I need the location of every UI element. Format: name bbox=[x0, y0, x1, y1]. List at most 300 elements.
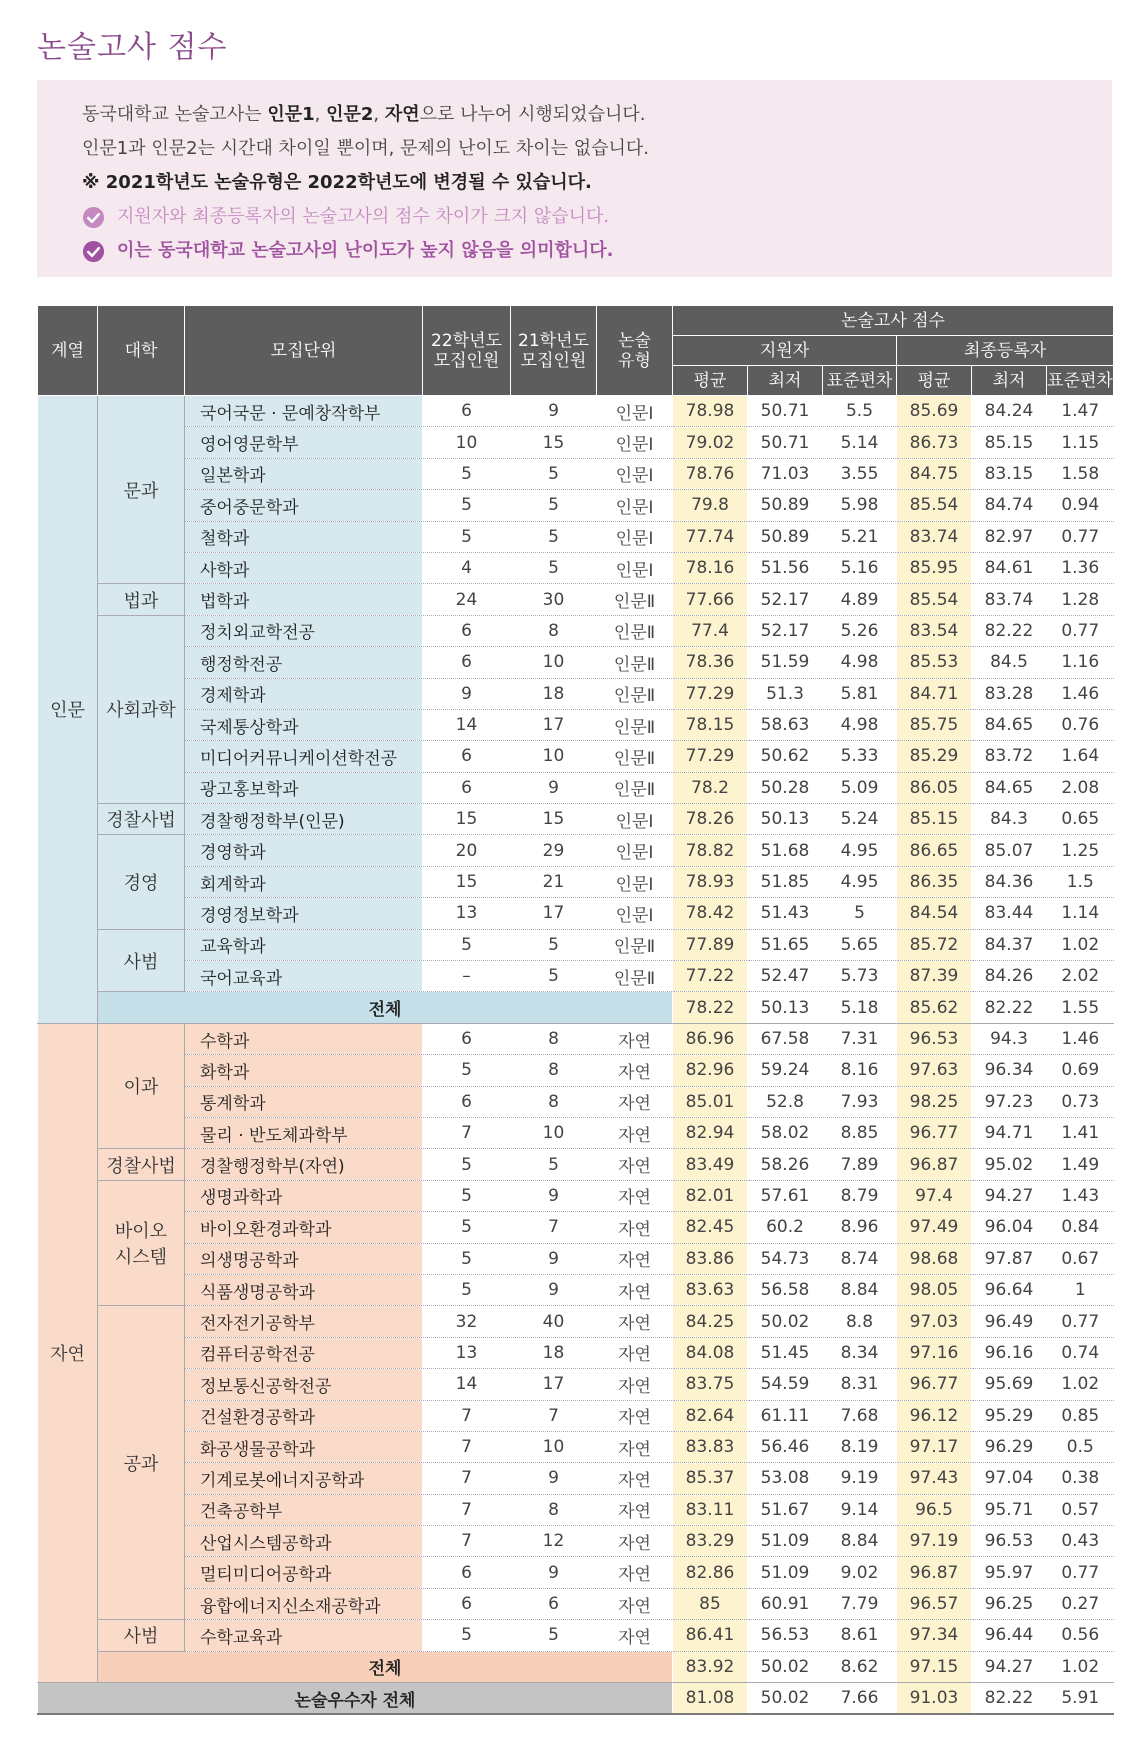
score-r-avg-cell: 83.54 bbox=[897, 615, 972, 646]
total-r-avg: 91.03 bbox=[897, 1683, 972, 1715]
unit-cell: 통계학과 bbox=[185, 1086, 423, 1117]
college-cell: 경찰사법 bbox=[98, 804, 185, 835]
quota-q21-cell: 5 bbox=[511, 961, 597, 992]
score-r-min-cell: 97.23 bbox=[972, 1086, 1047, 1117]
score-r-sd-cell: 1.43 bbox=[1047, 1180, 1114, 1211]
type-cell: 자연 bbox=[597, 1431, 673, 1462]
table-row bbox=[38, 1117, 1114, 1148]
score-a-avg-cell: 79.8 bbox=[673, 490, 748, 521]
score-a-avg-cell: 82.94 bbox=[673, 1117, 748, 1148]
quota-q21-cell: 5 bbox=[511, 552, 597, 583]
score-a-min-cell: 60.91 bbox=[748, 1588, 823, 1619]
score-a-min-cell: 50.71 bbox=[748, 427, 823, 458]
score-a-avg-cell: 78.98 bbox=[673, 396, 748, 427]
unit-cell: 의생명공학과 bbox=[185, 1243, 423, 1274]
type-cell: 인문Ⅱ bbox=[597, 678, 673, 709]
type-cell: 인문Ⅱ bbox=[597, 584, 673, 615]
score-r-sd-cell: 0.77 bbox=[1047, 615, 1114, 646]
unit-cell: 국어국문 · 문예창작학부 bbox=[185, 396, 423, 427]
unit-cell: 교육학과 bbox=[185, 929, 423, 960]
score-r-sd-cell: 0.77 bbox=[1047, 1557, 1114, 1588]
quota-q22-cell: 6 bbox=[423, 1557, 511, 1588]
quota-q21-cell: 30 bbox=[511, 584, 597, 615]
subtotal-a-min: 50.02 bbox=[748, 1651, 823, 1682]
score-a-min-cell: 50.89 bbox=[748, 521, 823, 552]
score-r-avg-cell: 97.03 bbox=[897, 1306, 972, 1337]
quota-q22-cell: 6 bbox=[423, 1588, 511, 1619]
unit-cell: 건축공학부 bbox=[185, 1494, 423, 1525]
quota-q22-cell: 15 bbox=[423, 866, 511, 897]
quota-q22-cell: 5 bbox=[423, 1055, 511, 1086]
type-cell: 자연 bbox=[597, 1055, 673, 1086]
table-row bbox=[38, 1055, 1114, 1086]
table-row bbox=[38, 521, 1114, 552]
quota-q21-cell: 8 bbox=[511, 1086, 597, 1117]
score-r-avg-cell: 86.73 bbox=[897, 427, 972, 458]
quota-q22-cell: 15 bbox=[423, 804, 511, 835]
score-a-sd-cell: 4.89 bbox=[823, 584, 897, 615]
type-cell: 인문Ⅰ bbox=[597, 396, 673, 427]
unit-cell: 화학과 bbox=[185, 1055, 423, 1086]
score-r-avg-cell: 97.63 bbox=[897, 1055, 972, 1086]
type-cell: 인문Ⅱ bbox=[597, 741, 673, 772]
type-cell: 인문Ⅱ bbox=[597, 772, 673, 803]
score-r-min-cell: 96.64 bbox=[972, 1274, 1047, 1305]
subtotal-r-min: 82.22 bbox=[972, 992, 1047, 1023]
score-a-sd-cell: 8.34 bbox=[823, 1337, 897, 1368]
unit-cell: 경제학과 bbox=[185, 678, 423, 709]
score-r-avg-cell: 97.4 bbox=[897, 1180, 972, 1211]
score-r-min-cell: 83.44 bbox=[972, 898, 1047, 929]
score-a-sd-cell: 5.16 bbox=[823, 552, 897, 583]
unit-cell: 사학과 bbox=[185, 552, 423, 583]
score-a-min-cell: 58.02 bbox=[748, 1117, 823, 1148]
score-r-sd-cell: 0.94 bbox=[1047, 490, 1114, 521]
table-row bbox=[38, 1274, 1114, 1305]
college-cell: 법과 bbox=[98, 584, 185, 615]
score-r-sd-cell: 1.64 bbox=[1047, 741, 1114, 772]
unit-cell: 경영정보학과 bbox=[185, 898, 423, 929]
quota-q22-cell: 7 bbox=[423, 1431, 511, 1462]
score-a-sd-cell: 8.16 bbox=[823, 1055, 897, 1086]
quota-q21-cell: 9 bbox=[511, 1463, 597, 1494]
score-r-avg-cell: 98.25 bbox=[897, 1086, 972, 1117]
score-r-avg-cell: 96.57 bbox=[897, 1588, 972, 1619]
score-r-avg-cell: 97.43 bbox=[897, 1463, 972, 1494]
quota-q21-cell: 9 bbox=[511, 1180, 597, 1211]
score-a-min-cell: 51.09 bbox=[748, 1557, 823, 1588]
score-r-min-cell: 85.07 bbox=[972, 835, 1047, 866]
notice-check-2: 이는 동국대학교 논술고사의 난이도가 높지 않음을 의미합니다. bbox=[82, 234, 1112, 268]
table-row bbox=[38, 709, 1114, 740]
score-a-min-cell: 51.56 bbox=[748, 552, 823, 583]
quota-q22-cell: 6 bbox=[423, 741, 511, 772]
score-a-min-cell: 57.61 bbox=[748, 1180, 823, 1211]
quota-q22-cell: 7 bbox=[423, 1494, 511, 1525]
score-table bbox=[37, 305, 1114, 1715]
score-a-sd-cell: 5 bbox=[823, 898, 897, 929]
score-a-avg-cell: 78.2 bbox=[673, 772, 748, 803]
quota-q22-cell: 14 bbox=[423, 709, 511, 740]
score-r-sd-cell: 1.36 bbox=[1047, 552, 1114, 583]
type-cell: 인문Ⅰ bbox=[597, 490, 673, 521]
score-a-avg-cell: 84.08 bbox=[673, 1337, 748, 1368]
score-r-sd-cell: 1.25 bbox=[1047, 835, 1114, 866]
unit-cell: 화공생물공학과 bbox=[185, 1431, 423, 1462]
score-a-sd-cell: 4.98 bbox=[823, 709, 897, 740]
score-a-avg-cell: 77.74 bbox=[673, 521, 748, 552]
quota-q21-cell: 15 bbox=[511, 427, 597, 458]
type-cell: 인문Ⅱ bbox=[597, 647, 673, 678]
score-a-avg-cell: 78.16 bbox=[673, 552, 748, 583]
table-row bbox=[38, 835, 1114, 866]
score-r-sd-cell: 0.76 bbox=[1047, 709, 1114, 740]
quota-q22-cell: – bbox=[423, 961, 511, 992]
header-type: 논술 유형 bbox=[597, 306, 673, 396]
score-r-avg-cell: 98.05 bbox=[897, 1274, 972, 1305]
quota-q22-cell: 4 bbox=[423, 552, 511, 583]
score-a-avg-cell: 83.49 bbox=[673, 1149, 748, 1180]
score-a-min-cell: 61.11 bbox=[748, 1400, 823, 1431]
unit-cell: 기계로봇에너지공학과 bbox=[185, 1463, 423, 1494]
score-r-min-cell: 83.74 bbox=[972, 584, 1047, 615]
type-cell: 인문Ⅱ bbox=[597, 709, 673, 740]
quota-q21-cell: 17 bbox=[511, 709, 597, 740]
unit-cell: 산업시스템공학과 bbox=[185, 1526, 423, 1557]
notice-line-1: 동국대학교 논술고사는 인문1, 인문2, 자연으로 나누어 시행되었습니다. bbox=[82, 104, 646, 125]
type-cell: 인문Ⅱ bbox=[597, 961, 673, 992]
unit-cell: 물리 · 반도체과학부 bbox=[185, 1117, 423, 1148]
notice-warning: ※ 2021학년도 논술유형은 2022학년도에 변경될 수 있습니다. bbox=[82, 172, 592, 193]
quota-q21-cell: 29 bbox=[511, 835, 597, 866]
quota-q22-cell: 5 bbox=[423, 929, 511, 960]
score-r-avg-cell: 87.39 bbox=[897, 961, 972, 992]
score-a-min-cell: 52.47 bbox=[748, 961, 823, 992]
table-row bbox=[38, 396, 1114, 427]
score-a-sd-cell: 9.02 bbox=[823, 1557, 897, 1588]
unit-cell: 전자전기공학부 bbox=[185, 1306, 423, 1337]
type-cell: 인문Ⅰ bbox=[597, 804, 673, 835]
subtotal-a-sd: 8.62 bbox=[823, 1651, 897, 1682]
type-cell: 자연 bbox=[597, 1117, 673, 1148]
quota-q21-cell: 8 bbox=[511, 1023, 597, 1054]
header-registered-min: 최저 bbox=[972, 366, 1047, 396]
score-a-sd-cell: 5.5 bbox=[823, 396, 897, 427]
unit-cell: 일본학과 bbox=[185, 458, 423, 489]
quota-q21-cell: 10 bbox=[511, 741, 597, 772]
score-r-min-cell: 96.04 bbox=[972, 1212, 1047, 1243]
score-r-min-cell: 95.02 bbox=[972, 1149, 1047, 1180]
score-r-avg-cell: 96.87 bbox=[897, 1149, 972, 1180]
notice-check-1: 지원자와 최종등록자의 논술고사의 점수 차이가 크지 않습니다. bbox=[82, 200, 1112, 234]
score-r-min-cell: 95.69 bbox=[972, 1369, 1047, 1400]
type-cell: 자연 bbox=[597, 1306, 673, 1337]
quota-q22-cell: 5 bbox=[423, 1180, 511, 1211]
score-a-min-cell: 50.71 bbox=[748, 396, 823, 427]
subtotal-row bbox=[38, 992, 1114, 1023]
score-a-min-cell: 51.09 bbox=[748, 1526, 823, 1557]
notice-box bbox=[37, 80, 1112, 277]
notice-type-humanities-2: 인문2 bbox=[326, 104, 374, 125]
table-row bbox=[38, 1494, 1114, 1525]
score-a-sd-cell: 8.61 bbox=[823, 1620, 897, 1651]
score-r-min-cell: 96.16 bbox=[972, 1337, 1047, 1368]
score-r-sd-cell: 0.27 bbox=[1047, 1588, 1114, 1619]
score-a-sd-cell: 8.19 bbox=[823, 1431, 897, 1462]
score-r-min-cell: 83.72 bbox=[972, 741, 1047, 772]
total-a-min: 50.02 bbox=[748, 1683, 823, 1715]
header-group: 계열 bbox=[38, 306, 98, 396]
score-a-min-cell: 52.17 bbox=[748, 584, 823, 615]
quota-q21-cell: 17 bbox=[511, 898, 597, 929]
score-r-sd-cell: 2.02 bbox=[1047, 961, 1114, 992]
score-a-avg-cell: 82.64 bbox=[673, 1400, 748, 1431]
score-a-sd-cell: 8.96 bbox=[823, 1212, 897, 1243]
notice-line-2: 인문1과 인문2는 시간대 차이일 뿐이며, 문제의 난이도 차이는 없습니다. bbox=[82, 138, 649, 159]
unit-cell: 중어중문학과 bbox=[185, 490, 423, 521]
unit-cell: 건설환경공학과 bbox=[185, 1400, 423, 1431]
score-a-avg-cell: 79.02 bbox=[673, 427, 748, 458]
score-a-min-cell: 71.03 bbox=[748, 458, 823, 489]
table-row bbox=[38, 1588, 1114, 1619]
quota-q21-cell: 9 bbox=[511, 772, 597, 803]
score-r-sd-cell: 0.43 bbox=[1047, 1526, 1114, 1557]
score-r-min-cell: 83.28 bbox=[972, 678, 1047, 709]
score-a-min-cell: 58.63 bbox=[748, 709, 823, 740]
score-r-sd-cell: 1 bbox=[1047, 1274, 1114, 1305]
score-r-avg-cell: 86.35 bbox=[897, 866, 972, 897]
score-r-min-cell: 94.3 bbox=[972, 1023, 1047, 1054]
quota-q22-cell: 7 bbox=[423, 1463, 511, 1494]
table-row bbox=[38, 615, 1114, 646]
score-a-sd-cell: 8.79 bbox=[823, 1180, 897, 1211]
subtotal-a-min: 50.13 bbox=[748, 992, 823, 1023]
score-r-sd-cell: 1.58 bbox=[1047, 458, 1114, 489]
unit-cell: 융합에너지신소재공학과 bbox=[185, 1588, 423, 1619]
score-a-avg-cell: 78.76 bbox=[673, 458, 748, 489]
score-r-min-cell: 84.61 bbox=[972, 552, 1047, 583]
quota-q22-cell: 5 bbox=[423, 458, 511, 489]
quota-q22-cell: 6 bbox=[423, 647, 511, 678]
score-a-sd-cell: 8.31 bbox=[823, 1369, 897, 1400]
score-a-min-cell: 50.89 bbox=[748, 490, 823, 521]
score-r-avg-cell: 96.77 bbox=[897, 1369, 972, 1400]
score-r-avg-cell: 85.95 bbox=[897, 552, 972, 583]
unit-cell: 영어영문학부 bbox=[185, 427, 423, 458]
score-r-sd-cell: 0.84 bbox=[1047, 1212, 1114, 1243]
quota-q22-cell: 5 bbox=[423, 1243, 511, 1274]
score-a-sd-cell: 5.26 bbox=[823, 615, 897, 646]
college-cell: 공과 bbox=[98, 1306, 185, 1620]
table-row bbox=[38, 866, 1114, 897]
table-row bbox=[38, 584, 1114, 615]
type-cell: 자연 bbox=[597, 1212, 673, 1243]
score-r-min-cell: 84.65 bbox=[972, 772, 1047, 803]
score-a-avg-cell: 78.15 bbox=[673, 709, 748, 740]
table-row bbox=[38, 1212, 1114, 1243]
quota-q21-cell: 9 bbox=[511, 1243, 597, 1274]
quota-q22-cell: 7 bbox=[423, 1400, 511, 1431]
unit-cell: 컴퓨터공학전공 bbox=[185, 1337, 423, 1368]
score-r-sd-cell: 1.47 bbox=[1047, 396, 1114, 427]
score-a-sd-cell: 7.31 bbox=[823, 1023, 897, 1054]
score-r-min-cell: 96.44 bbox=[972, 1620, 1047, 1651]
score-a-avg-cell: 83.29 bbox=[673, 1526, 748, 1557]
type-cell: 자연 bbox=[597, 1337, 673, 1368]
score-a-min-cell: 50.13 bbox=[748, 804, 823, 835]
score-r-min-cell: 83.15 bbox=[972, 458, 1047, 489]
unit-cell: 국제통상학과 bbox=[185, 709, 423, 740]
quota-q21-cell: 10 bbox=[511, 1117, 597, 1148]
table-row bbox=[38, 1431, 1114, 1462]
score-r-min-cell: 97.87 bbox=[972, 1243, 1047, 1274]
score-a-min-cell: 51.85 bbox=[748, 866, 823, 897]
subtotal-a-sd: 5.18 bbox=[823, 992, 897, 1023]
score-a-sd-cell: 5.98 bbox=[823, 490, 897, 521]
score-r-sd-cell: 1.41 bbox=[1047, 1117, 1114, 1148]
table-row bbox=[38, 1243, 1114, 1274]
score-a-sd-cell: 5.65 bbox=[823, 929, 897, 960]
score-r-sd-cell: 1.15 bbox=[1047, 427, 1114, 458]
unit-cell: 식품생명공학과 bbox=[185, 1274, 423, 1305]
score-r-sd-cell: 0.56 bbox=[1047, 1620, 1114, 1651]
type-cell: 자연 bbox=[597, 1180, 673, 1211]
quota-q22-cell: 5 bbox=[423, 1212, 511, 1243]
score-a-sd-cell: 7.79 bbox=[823, 1588, 897, 1619]
quota-q21-cell: 9 bbox=[511, 1274, 597, 1305]
score-a-avg-cell: 77.29 bbox=[673, 678, 748, 709]
table-row bbox=[38, 929, 1114, 960]
score-r-avg-cell: 96.5 bbox=[897, 1494, 972, 1525]
group-cell: 자연 bbox=[38, 1023, 98, 1682]
score-a-avg-cell: 83.75 bbox=[673, 1369, 748, 1400]
score-a-avg-cell: 86.96 bbox=[673, 1023, 748, 1054]
score-a-avg-cell: 85 bbox=[673, 1588, 748, 1619]
score-a-min-cell: 51.59 bbox=[748, 647, 823, 678]
table-row bbox=[38, 898, 1114, 929]
score-a-sd-cell: 8.84 bbox=[823, 1526, 897, 1557]
score-a-min-cell: 56.58 bbox=[748, 1274, 823, 1305]
type-cell: 인문Ⅱ bbox=[597, 929, 673, 960]
score-r-min-cell: 85.15 bbox=[972, 427, 1047, 458]
page-title: 논술고사 점수 bbox=[37, 30, 228, 65]
total-r-min: 82.22 bbox=[972, 1683, 1047, 1715]
score-a-min-cell: 60.2 bbox=[748, 1212, 823, 1243]
score-a-avg-cell: 82.96 bbox=[673, 1055, 748, 1086]
unit-cell: 경찰행정학부(자연) bbox=[185, 1149, 423, 1180]
score-r-avg-cell: 85.72 bbox=[897, 929, 972, 960]
type-cell: 자연 bbox=[597, 1086, 673, 1117]
score-a-sd-cell: 4.95 bbox=[823, 866, 897, 897]
unit-cell: 바이오환경과학과 bbox=[185, 1212, 423, 1243]
quota-q21-cell: 5 bbox=[511, 490, 597, 521]
quota-q22-cell: 9 bbox=[423, 678, 511, 709]
score-r-sd-cell: 1.14 bbox=[1047, 898, 1114, 929]
score-r-avg-cell: 85.75 bbox=[897, 709, 972, 740]
score-r-avg-cell: 96.77 bbox=[897, 1117, 972, 1148]
score-a-min-cell: 67.58 bbox=[748, 1023, 823, 1054]
score-r-min-cell: 97.04 bbox=[972, 1463, 1047, 1494]
score-r-avg-cell: 85.54 bbox=[897, 490, 972, 521]
unit-cell: 행정학전공 bbox=[185, 647, 423, 678]
score-a-avg-cell: 77.89 bbox=[673, 929, 748, 960]
score-r-sd-cell: 0.38 bbox=[1047, 1463, 1114, 1494]
score-r-avg-cell: 84.54 bbox=[897, 898, 972, 929]
score-a-avg-cell: 77.29 bbox=[673, 741, 748, 772]
score-r-min-cell: 82.97 bbox=[972, 521, 1047, 552]
score-a-min-cell: 54.59 bbox=[748, 1369, 823, 1400]
score-r-min-cell: 84.3 bbox=[972, 804, 1047, 835]
score-r-sd-cell: 1.46 bbox=[1047, 1023, 1114, 1054]
quota-q21-cell: 5 bbox=[511, 1620, 597, 1651]
score-r-min-cell: 82.22 bbox=[972, 615, 1047, 646]
subtotal-r-sd: 1.55 bbox=[1047, 992, 1114, 1023]
quota-q21-cell: 9 bbox=[511, 1557, 597, 1588]
quota-q21-cell: 15 bbox=[511, 804, 597, 835]
quota-q21-cell: 5 bbox=[511, 521, 597, 552]
notice-type-science: 자연 bbox=[384, 104, 420, 125]
score-r-avg-cell: 97.19 bbox=[897, 1526, 972, 1557]
subtotal-row bbox=[38, 1651, 1114, 1682]
unit-cell: 정보통신공학전공 bbox=[185, 1369, 423, 1400]
score-a-avg-cell: 83.83 bbox=[673, 1431, 748, 1462]
check-circle-icon bbox=[82, 206, 105, 229]
score-r-sd-cell: 1.49 bbox=[1047, 1149, 1114, 1180]
header-registered-sd: 표준편차 bbox=[1047, 366, 1114, 396]
quota-q22-cell: 5 bbox=[423, 1620, 511, 1651]
score-r-avg-cell: 85.53 bbox=[897, 647, 972, 678]
score-a-avg-cell: 85.01 bbox=[673, 1086, 748, 1117]
score-r-avg-cell: 96.53 bbox=[897, 1023, 972, 1054]
score-r-avg-cell: 96.87 bbox=[897, 1557, 972, 1588]
notice-type-humanities-1: 인문1 bbox=[267, 104, 315, 125]
score-r-sd-cell: 1.16 bbox=[1047, 647, 1114, 678]
subtotal-r-sd: 1.02 bbox=[1047, 1651, 1114, 1682]
unit-cell: 국어교육과 bbox=[185, 961, 423, 992]
type-cell: 인문Ⅰ bbox=[597, 835, 673, 866]
score-a-sd-cell: 5.33 bbox=[823, 741, 897, 772]
quota-q22-cell: 14 bbox=[423, 1369, 511, 1400]
quota-q21-cell: 8 bbox=[511, 1055, 597, 1086]
score-r-min-cell: 95.97 bbox=[972, 1557, 1047, 1588]
type-cell: 인문Ⅰ bbox=[597, 866, 673, 897]
score-r-avg-cell: 85.54 bbox=[897, 584, 972, 615]
score-a-avg-cell: 77.22 bbox=[673, 961, 748, 992]
quota-q22-cell: 7 bbox=[423, 1526, 511, 1557]
table-row bbox=[38, 1369, 1114, 1400]
college-cell: 사범 bbox=[98, 1620, 185, 1651]
score-r-avg-cell: 83.74 bbox=[897, 521, 972, 552]
quota-q22-cell: 10 bbox=[423, 427, 511, 458]
quota-q22-cell: 5 bbox=[423, 1149, 511, 1180]
subtotal-a-avg: 78.22 bbox=[673, 992, 748, 1023]
total-r-sd: 5.91 bbox=[1047, 1683, 1114, 1715]
quota-q22-cell: 5 bbox=[423, 490, 511, 521]
type-cell: 인문Ⅰ bbox=[597, 898, 673, 929]
type-cell: 인문Ⅱ bbox=[597, 615, 673, 646]
quota-q21-cell: 8 bbox=[511, 615, 597, 646]
type-cell: 인문Ⅰ bbox=[597, 552, 673, 583]
group-cell: 인문 bbox=[38, 396, 98, 1024]
quota-q22-cell: 5 bbox=[423, 521, 511, 552]
score-r-sd-cell: 0.77 bbox=[1047, 1306, 1114, 1337]
quota-q22-cell: 6 bbox=[423, 396, 511, 427]
score-r-avg-cell: 84.75 bbox=[897, 458, 972, 489]
table-header bbox=[38, 306, 1114, 396]
unit-cell: 수학과 bbox=[185, 1023, 423, 1054]
quota-q22-cell: 6 bbox=[423, 1086, 511, 1117]
quota-q22-cell: 13 bbox=[423, 898, 511, 929]
